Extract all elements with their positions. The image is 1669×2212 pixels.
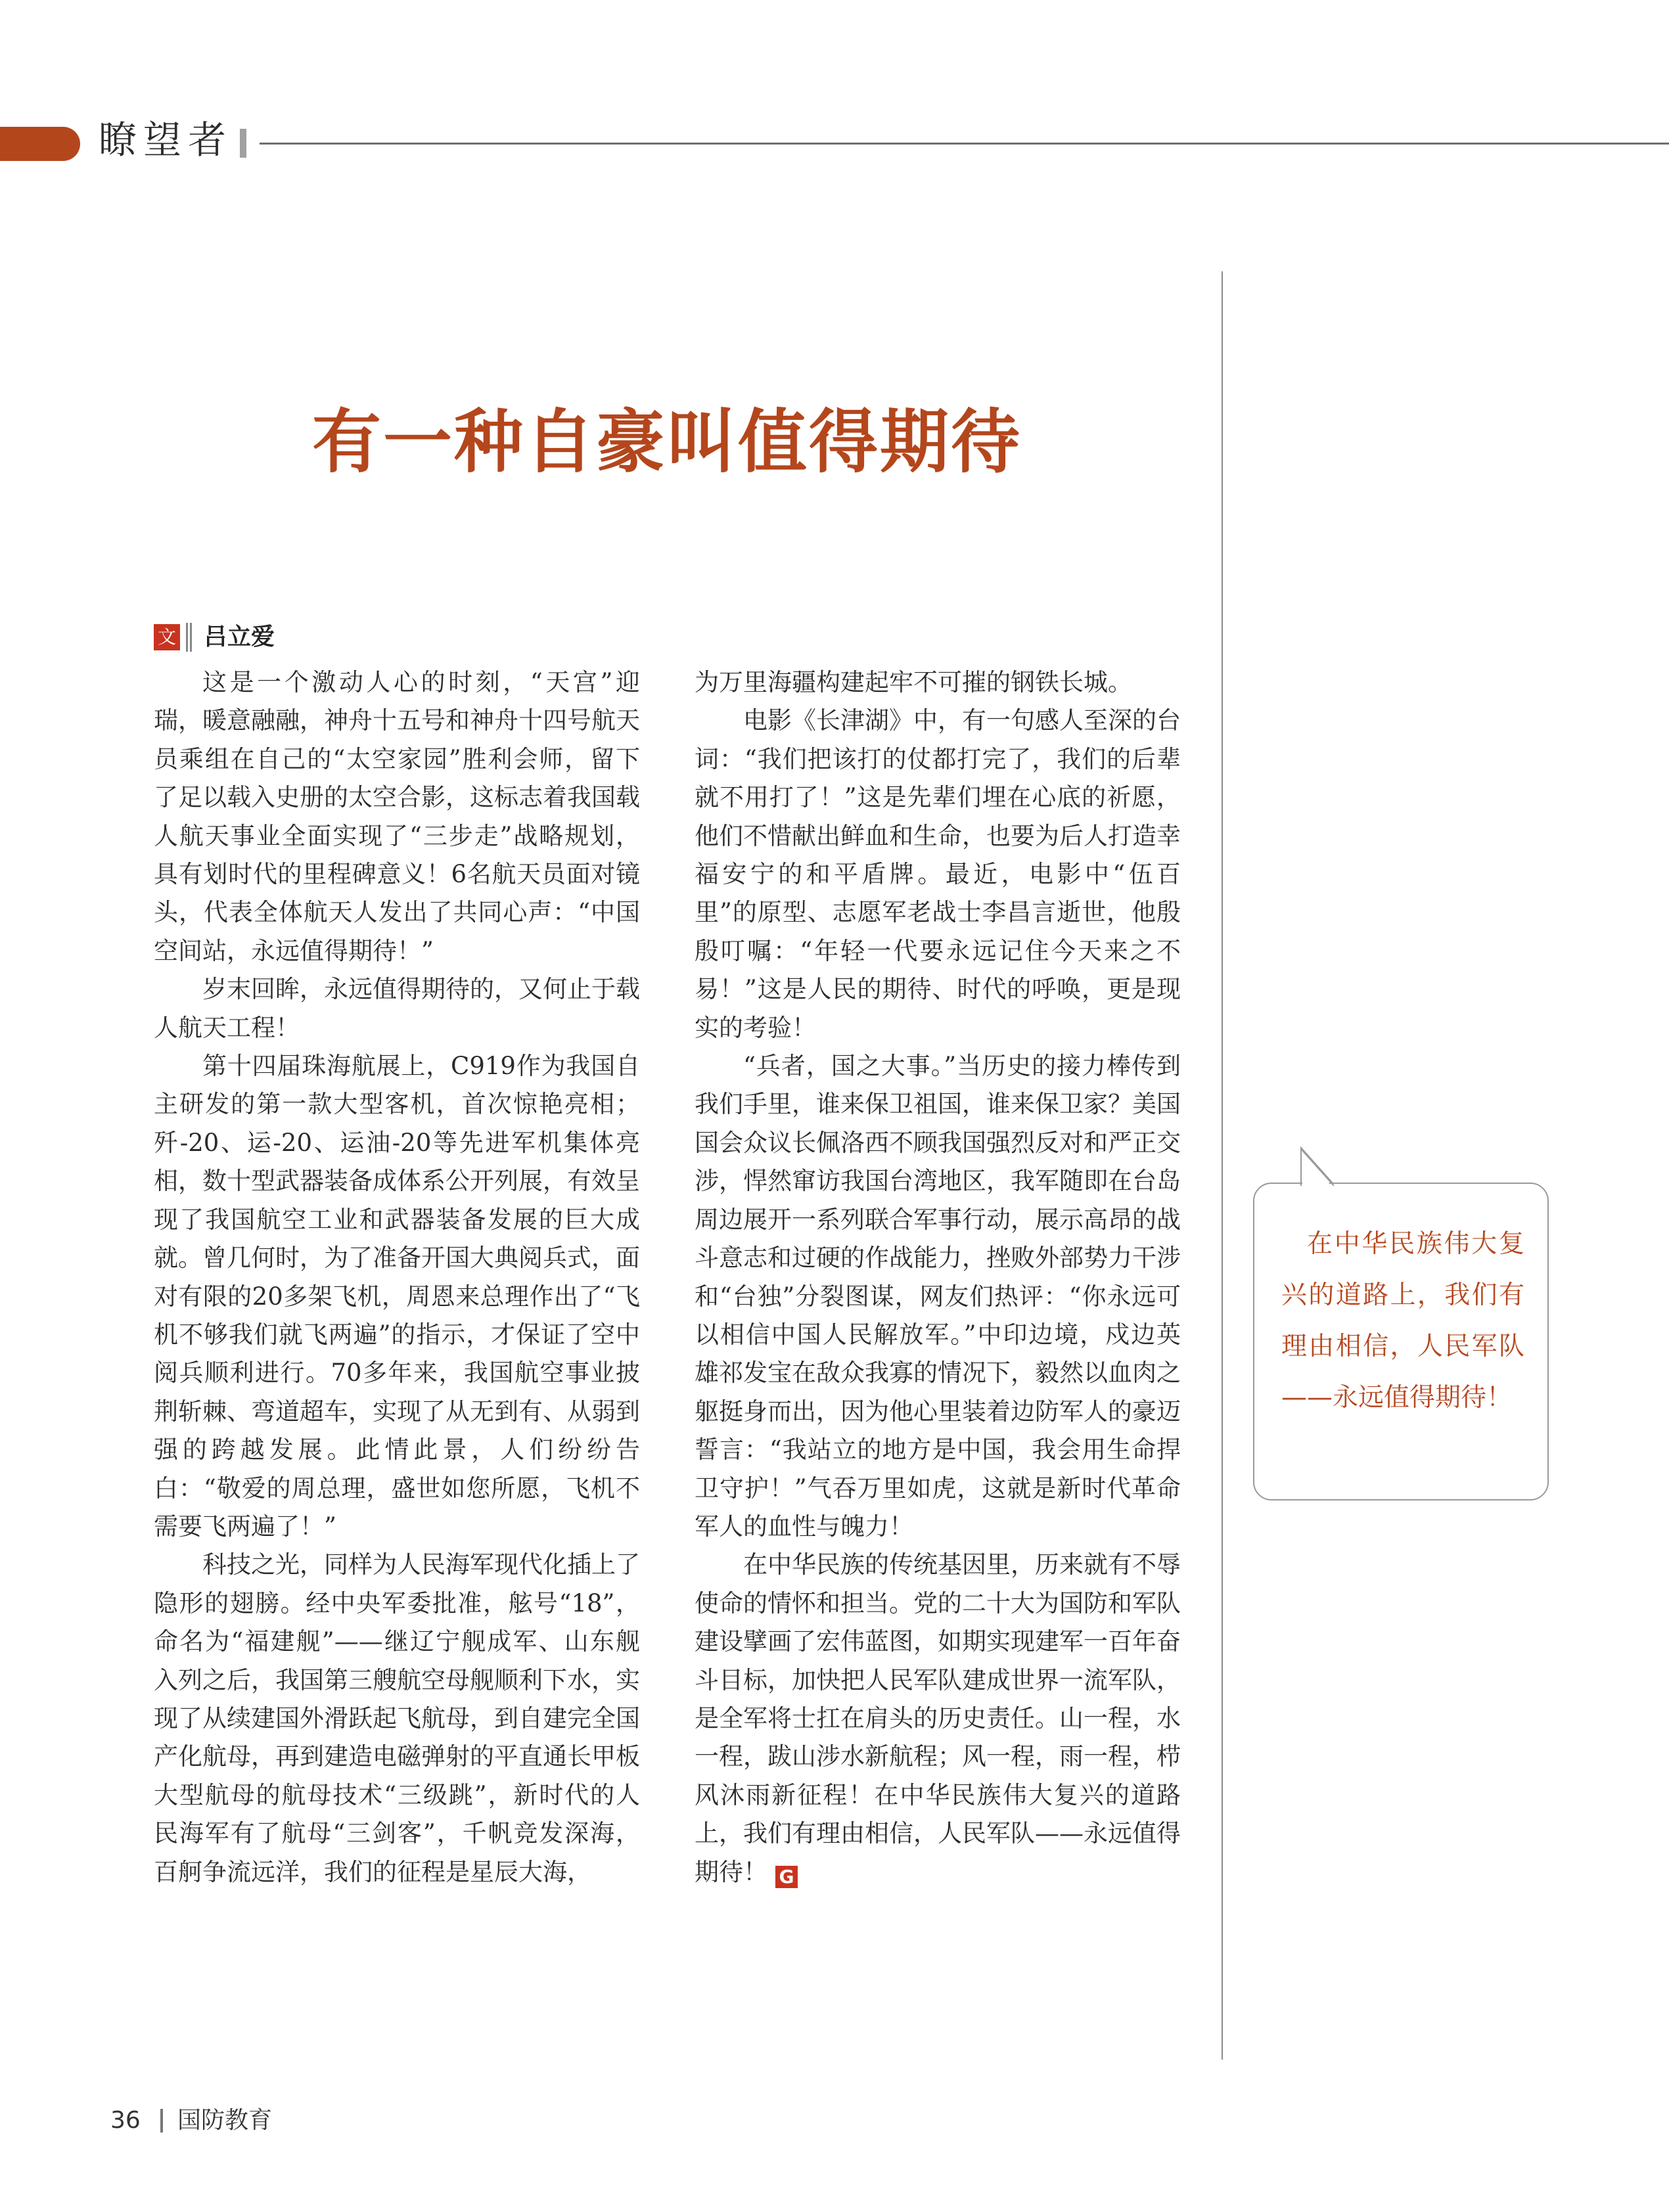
paragraph-final [695, 1546, 1181, 1891]
paragraph: 这是一个激动人心的时刻，“天宫”迎瑞，暖意融融，神舟十五号和神舟十四号航天员乘组在自己的“太空家园”胜利会师，留下了足以载入史册的太空合影，这标志着我国载人航天事业全面实现了“三步走”战略规划，具有划时代的里程碑意义！6名航天员面对镜头，代表全体航天人发出了共同心声：“中国空间站，永远值得期待！” [154, 668, 640, 965]
author-name: 吕立爱 [204, 623, 275, 650]
author-divider [186, 623, 192, 652]
pull-quote-text: 在中华民族伟大复兴的道路上，我们有理由相信，人民军队——永远值得期待！ [1281, 1229, 1524, 1412]
magazine-name: 国防教育 [177, 2107, 273, 2134]
article-title: 有一种自豪叫值得期待 [311, 402, 1022, 482]
paragraph: “兵者，国之大事。”当历史的接力棒传到我们手里，谁来保卫祖国，谁来保卫家？美国国会众议长佩洛西不顾我国强烈反对和严正交涉，悍然窜访我国台湾地区，我军随即在台岛周边展开一系列联合军事行动，展示高昂的战斗意志和过硬的作战能力，挫败外部势力干涉和“台独”分裂图谋，网友们热评：“你永远可以相信中国人民解放军。”中印边境，戍边英雄祁发宝在敌众我寡的情况下，毅然以血肉之躯挺身而出，因为他心里装着边防军人的豪迈誓言：“我站立的地方是中国，我会用生命捍卫守护！”气吞万里如虎，这就是新时代革命军人的血性与魄力！ [695, 1052, 1181, 1541]
body-column-right [695, 664, 1181, 1891]
paragraph: 电影《长津湖》中，有一句感人至深的台词：“我们把该打的仗都打完了，我们的后辈就不用打了！”这是先辈们埋在心底的祈愿，他们不惜献出鲜血和生命，也要为后人打造幸福安宁的和平盾牌。最近，电影中“伍百里”的原型、志愿军老战士李昌言逝世，他殷殷叮嘱：“年轻一代要永远记住今天来之不易！”这是人民的期待、时代的呼唤，更是现实的考验！ [695, 706, 1181, 1042]
callout-tail-cover [1296, 1148, 1337, 1186]
body-column-left [154, 664, 640, 1891]
section-label-bar [240, 129, 246, 158]
paragraph: 科技之光，同样为人民海军现代化插上了隐形的翅膀。经中央军委批准，舷号“18”，命名为“福建舰”——继辽宁舰成军、山东舰入列之后，我国第三艘航空母舰顺利下水，实现了从续建国外滑跃起飞航母，到自建完全国产化航母，再到建造电磁弹射的平直通长甲板大型航母的航母技术“三级跳”，新时代的人民海军有了航母“三剑客”，千帆竞发深海，百舸争流远洋，我们的征程是星辰大海， [154, 1550, 640, 1886]
paragraph-final-text: 在中华民族的传统基因里，历来就有不辱使命的情怀和担当。党的二十大为国防和军队建设擘画了宏伟蓝图，如期实现建军一百年奋斗目标，加快把人民军队建成世界一流军队，是全军将士扛在肩头的历史责任。山一程，水一程，跋山涉水新航程；风一程，雨一程，栉风沐雨新征程！在中华民族伟大复兴的道路上，我们有理由相信，人民军队——永远值得期待！ [695, 1550, 1181, 1886]
page-number: 36 [110, 2107, 141, 2134]
paragraph: 岁末回眸，永远值得期待的，又何止于载人航天工程！ [154, 975, 640, 1042]
column-divider [1222, 271, 1223, 2060]
paragraph-continued: 为万里海疆构建起牢不可摧的钢铁长城。 [695, 668, 1132, 696]
author-mark-icon: 文 [154, 624, 180, 650]
section-tab-marker [0, 127, 80, 161]
paragraph: 第十四届珠海航展上，C919作为我国自主研发的第一款大型客机，首次惊艳亮相；歼-20、运-20、运油-20等先进军机集体亮相，数十型武器装备成体系公开列展，有效呈现了我国航空工业和武器装备发展的巨大成就。曾几何时，为了准备开国大典阅兵式，面对有限的20多架飞机，周恩来总理作出了“飞机不够我们就飞两遍”的指示，才保证了空中阅兵顺利进行。70多年来，我国航空事业披荆斩棘、弯道超车，实现了从无到有、从弱到强的跨越发展。此情此景，人们纷纷告白：“敬爱的周总理，盛世如您所愿，飞机不需要飞两遍了！” [154, 1052, 640, 1541]
end-mark-icon: G [775, 1866, 798, 1888]
header-rule [260, 143, 1669, 145]
section-label: 瞭望者 [99, 118, 233, 162]
footer-divider [160, 2109, 163, 2133]
